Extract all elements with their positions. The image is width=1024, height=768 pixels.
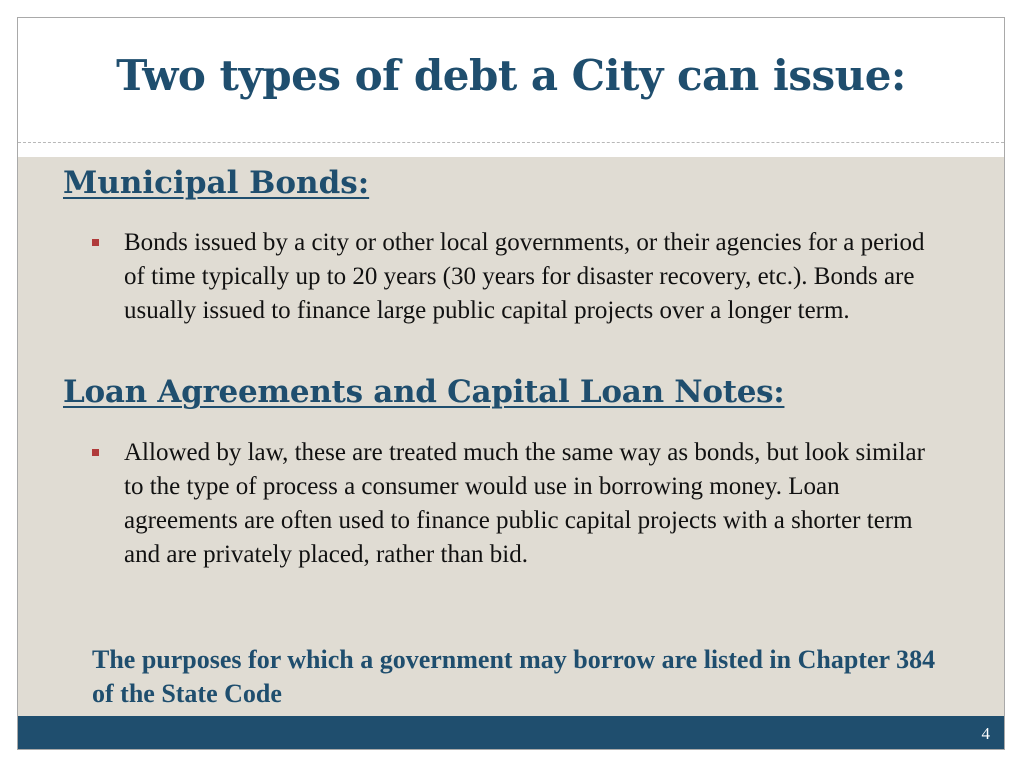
bullet-text: Bonds issued by a city or other local governments, or their agencies for a period of time typically up to 20 years (30 years for disaster recovery, etc.). Bonds are usually issued to finance large public capital projects over a longer term.: [124, 229, 925, 324]
content-area: [18, 157, 1004, 716]
bullet-item-loan-agreements: [92, 436, 952, 572]
title-divider: [18, 142, 1004, 143]
square-bullet-icon: [92, 449, 99, 456]
slide: [17, 17, 1005, 750]
section-heading-loan-agreements: Loan Agreements and Capital Loan Notes:: [63, 374, 785, 410]
bullet-text: Allowed by law, these are treated much the same way as bonds, but look similar to the type of process a consumer would use in borrowing money. Loan agreements are often used to finance public capital projects with a shorter term and are privately placed, rather than bid.: [124, 439, 925, 568]
page-number: 4: [981, 724, 990, 743]
square-bullet-icon: [92, 239, 99, 246]
bullet-item-municipal-bonds: [92, 226, 952, 328]
section-heading-municipal-bonds: Municipal Bonds:: [63, 165, 370, 201]
borrowing-purposes-note: The purposes for which a government may borrow are listed in Chapter 384 of the State Code: [92, 645, 936, 708]
footer-bar: [18, 716, 1004, 749]
title-area: [18, 18, 1004, 142]
slide-title: Two types of debt a City can issue:: [116, 51, 906, 100]
